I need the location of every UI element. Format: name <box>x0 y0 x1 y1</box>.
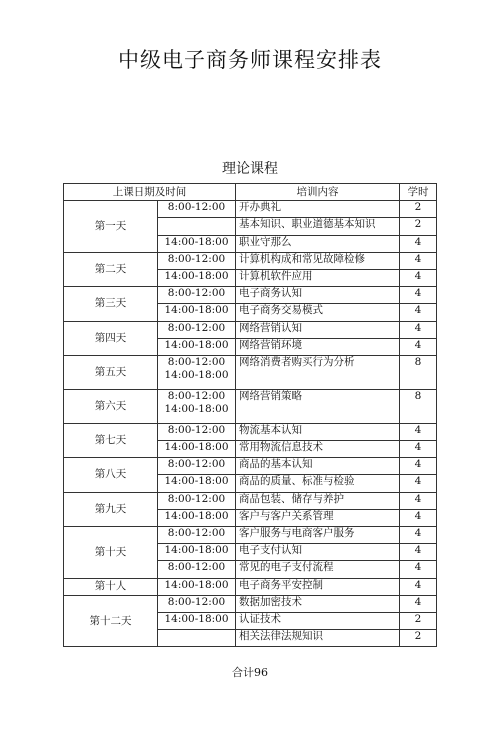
time-slot-afternoon: 14:00-18:00 <box>164 402 229 415</box>
content-cell: 职业守那么 <box>236 235 400 252</box>
time-slot: 8:00-12:00 <box>167 492 226 505</box>
hours-cell: 4 <box>400 578 437 595</box>
day-cell: 第九天 <box>64 492 158 526</box>
day-cell: 第十二天 <box>64 595 158 647</box>
time-slot: 14:00-18:00 <box>164 338 229 351</box>
hours-cell: 4 <box>400 321 437 338</box>
hours-cell: 4 <box>400 441 437 458</box>
time-slot: 8:00-12:00 <box>167 561 226 574</box>
hours-cell: 4 <box>400 304 437 321</box>
day-cell: 第十天 <box>64 527 158 579</box>
table-row <box>64 287 437 304</box>
schedule-body <box>64 201 437 647</box>
hours-cell: 8 <box>400 389 437 423</box>
content-cell: 电子支付认知 <box>236 544 400 561</box>
table-row <box>64 458 437 475</box>
hours-cell: 8 <box>400 355 437 389</box>
content-cell: 开办典礼 <box>236 201 400 218</box>
day-cell: 第四天 <box>64 321 158 355</box>
table-row <box>64 423 437 440</box>
hours-cell: 2 <box>400 630 437 647</box>
time-cell <box>158 287 236 304</box>
hours-cell: 4 <box>400 509 437 526</box>
content-cell: 网络营销认知 <box>236 321 400 338</box>
hours-cell: 4 <box>400 252 437 269</box>
header-hours: 学时 <box>400 184 437 201</box>
content-cell: 电子商务认知 <box>236 287 400 304</box>
hours-cell: 4 <box>400 561 437 578</box>
content-cell: 客户与客户关系管理 <box>236 509 400 526</box>
content-cell: 物流基本认知 <box>236 423 400 440</box>
day-cell: 第五天 <box>64 355 158 389</box>
time-cell <box>158 475 236 492</box>
time-cell <box>158 338 236 355</box>
time-cell <box>158 458 236 475</box>
content-cell: 客户服务与电商客户服务 <box>236 527 400 544</box>
day-cell: 第七天 <box>64 423 158 457</box>
table-row <box>64 252 437 269</box>
day-cell: 第十人 <box>64 578 158 595</box>
content-cell: 认证技术 <box>236 612 400 629</box>
section-title: 理论课程 <box>222 161 278 177</box>
time-slot: 8:00-12:00 <box>167 287 226 300</box>
time-slot: 8:00-12:00 <box>167 423 226 436</box>
hours-cell: 4 <box>400 287 437 304</box>
time-cell <box>158 578 236 595</box>
time-cell <box>158 509 236 526</box>
time-cell <box>158 423 236 440</box>
time-cell <box>158 355 236 389</box>
time-cell <box>158 441 236 458</box>
hours-cell: 2 <box>400 201 437 218</box>
day-cell: 第八天 <box>64 458 158 492</box>
day-cell: 第一天 <box>64 201 158 253</box>
content-cell: 常见的电子支付流程 <box>236 561 400 578</box>
content-cell: 计算机软件应用 <box>236 269 400 286</box>
day-cell: 第六天 <box>64 389 158 423</box>
time-cell <box>158 304 236 321</box>
time-slot: 8:00-12:00 <box>167 355 226 368</box>
time-slot: 8:00-12:00 <box>167 252 226 265</box>
hours-cell: 4 <box>400 235 437 252</box>
table-row <box>64 201 437 218</box>
hours-cell: 2 <box>400 218 437 235</box>
time-slot: 14:00-18:00 <box>164 269 229 282</box>
time-slot: 14:00-18:00 <box>164 578 229 591</box>
time-cell <box>158 612 236 629</box>
time-slot: 8:00-12:00 <box>167 458 226 471</box>
hours-cell: 4 <box>400 458 437 475</box>
time-slot: 8:00-12:00 <box>167 201 226 214</box>
time-cell <box>158 252 236 269</box>
hours-cell: 4 <box>400 595 437 612</box>
table-row <box>64 527 437 544</box>
day-cell: 第二天 <box>64 252 158 286</box>
header-content: 培训内容 <box>236 184 400 201</box>
time-cell <box>158 218 236 235</box>
day-cell: 第三天 <box>64 287 158 321</box>
time-slot: 8:00-12:00 <box>167 321 226 334</box>
content-cell: 网络消费者购买行为分析 <box>236 355 400 389</box>
time-slot: 14:00-18:00 <box>164 235 229 248</box>
time-cell <box>158 630 236 647</box>
content-cell: 相关法律法规知识 <box>236 630 400 647</box>
table-row <box>64 389 437 423</box>
content-cell: 电子商务平安控制 <box>236 578 400 595</box>
table-row <box>64 321 437 338</box>
time-cell <box>158 544 236 561</box>
table-row <box>64 492 437 509</box>
hours-cell: 2 <box>400 612 437 629</box>
time-slot: 14:00-18:00 <box>164 612 229 625</box>
time-cell <box>158 235 236 252</box>
time-slot: 14:00-18:00 <box>164 509 229 522</box>
time-slot-afternoon: 14:00-18:00 <box>164 368 229 381</box>
total-hours: 合计96 <box>232 666 268 679</box>
content-cell: 常用物流信息技术 <box>236 441 400 458</box>
time-slot: 14:00-18:00 <box>164 544 229 557</box>
document-title: 中级电子商务师课程安排表 <box>118 48 382 72</box>
content-cell: 商品的基本认知 <box>236 458 400 475</box>
time-slot: 14:00-18:00 <box>164 475 229 488</box>
time-cell <box>158 389 236 423</box>
header-date-time: 上课日期及时间 <box>64 184 236 201</box>
content-cell: 数据加密技术 <box>236 595 400 612</box>
content-cell: 商品的质量、标准与检验 <box>236 475 400 492</box>
course-schedule-table <box>63 183 437 647</box>
table-header-row <box>64 184 437 201</box>
hours-cell: 4 <box>400 475 437 492</box>
hours-cell: 4 <box>400 492 437 509</box>
table-row <box>64 595 437 612</box>
content-cell: 电子商务交易模式 <box>236 304 400 321</box>
time-slot: 14:00-18:00 <box>164 304 229 317</box>
table-row <box>64 578 437 595</box>
content-cell: 商品包装、储存与养护 <box>236 492 400 509</box>
time-cell <box>158 492 236 509</box>
hours-cell: 4 <box>400 527 437 544</box>
time-slot: 8:00-12:00 <box>167 527 226 539</box>
time-cell <box>158 269 236 286</box>
time-cell <box>158 527 236 544</box>
content-cell: 网络营销环境 <box>236 338 400 355</box>
content-cell: 网络营销策略 <box>236 389 400 423</box>
hours-cell: 4 <box>400 544 437 561</box>
time-slot: 8:00-12:00 <box>167 389 226 402</box>
time-cell <box>158 595 236 612</box>
time-slot: 14:00-18:00 <box>164 441 229 454</box>
content-cell: 计算机构成和常见故障检修 <box>236 252 400 269</box>
table-row <box>64 355 437 389</box>
hours-cell: 4 <box>400 269 437 286</box>
time-cell <box>158 321 236 338</box>
hours-cell: 4 <box>400 423 437 440</box>
hours-cell: 4 <box>400 338 437 355</box>
time-slot: 8:00-12:00 <box>167 595 226 608</box>
time-cell <box>158 561 236 578</box>
time-cell <box>158 201 236 218</box>
content-cell: 基本知识、职业道德基本知识 <box>236 218 400 235</box>
